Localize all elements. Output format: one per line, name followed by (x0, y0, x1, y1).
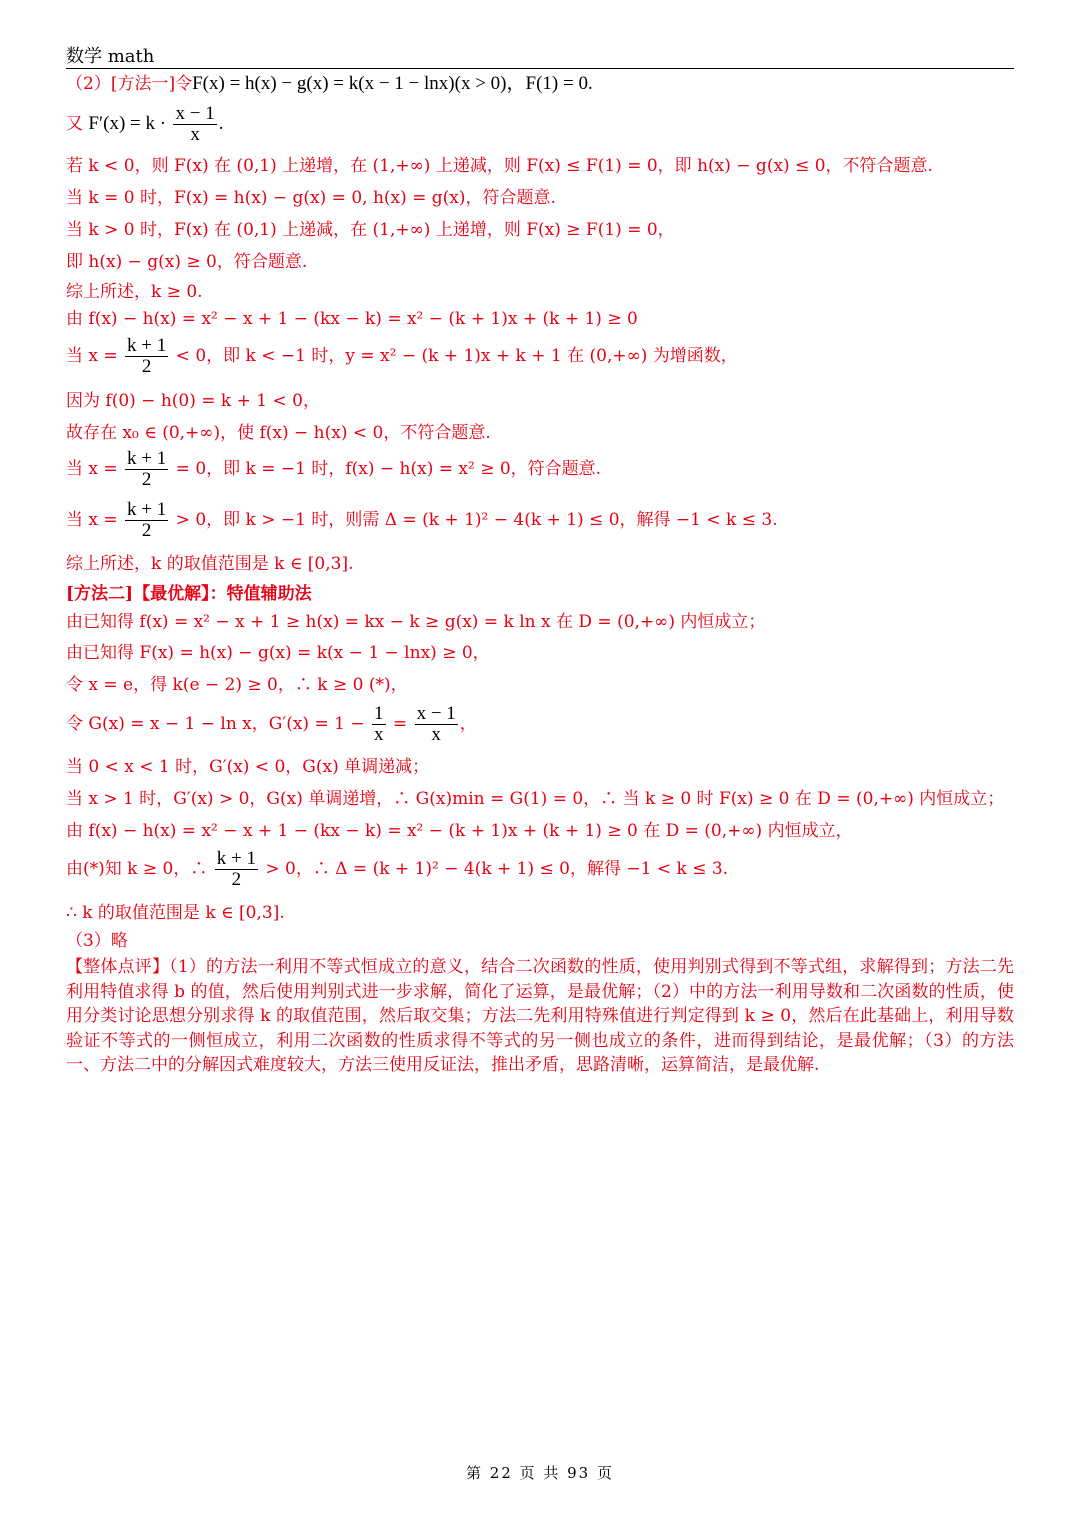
solution-line: 综上所述，k ≥ 0. (66, 282, 203, 302)
method-two-heading: [方法二]【最优解】：特值辅助法 (66, 584, 312, 604)
page-header (66, 40, 1014, 69)
solution-line: 综上所述，k 的取值范围是 k ∈ [0,3]. (66, 554, 354, 574)
solution-line: 当 x = $\frac{k + 1}{2}$ > 0，即 k > −1 时，则需 Δ = (k + 1)² − 4(k + 1) ≤ 0，解得 −1 < k ≤ 3. (66, 499, 778, 541)
solution-line: 当 x > 1 时，G′(x) > 0，G(x) 单调递增，∴ G(x)min = G(1) = 0，∴ 当 k ≥ 0 时 F(x) ≥ 0 在 D = (0,+∞) 内恒成立； (66, 789, 1005, 809)
solution-line: 当 k > 0 时，F(x) 在 (0,1) 上递减，在 (1,+∞) 上递增，则 F(x) ≥ F(1) = 0， (66, 220, 675, 240)
overall-comment: 【整体点评】（1）的方法一利用不等式恒成立的意义，结合二次函数的性质，使用判别式得到不等式组，求解得到；方法二先利用特值求得 b 的值，然后使用判别式进一步求解，简化了运算，是最优解；（2）中的方法一利用导数和二次函数的性质，使用分类讨论思想分别求得 k 的取值范围，然后取交集；方法二先利用特殊值进行判定得到 k ≥ 0，然后在此基础上，利用导数验证不等式的一侧恒成立，利用二次函数的性质求得不等式的另一侧也成立的条件，进而得到结论，是最优解；（3）的方法一、方法二中的分解因式难度较大，方法三使用反证法，推出矛盾，思路清晰，运算简洁，是最优解. (66, 957, 1014, 1075)
solution-line: 由 f(x) − h(x) = x² − x + 1 − (kx − k) = x² − (k + 1)x + (k + 1) ≥ 0 (66, 309, 638, 329)
solution-line: 即 h(x) − g(x) ≥ 0，符合题意. (66, 252, 308, 272)
solution-line: 当 x = $\frac{k + 1}{2}$ < 0，即 k < −1 时，y = x² − (k + 1)x + k + 1 在 (0,+∞) 为增函数， (66, 335, 738, 377)
part-three-line: （3）略 (66, 931, 128, 951)
solution-line: 由(*)知 k ≥ 0，∴ $\frac{k + 1}{2}$ > 0，∴ Δ = (k + 1)² − 4(k + 1) ≤ 0，解得 −1 < k ≤ 3. (66, 848, 729, 890)
solution-line: 令 x = e，得 k(e − 2) ≥ 0，∴ k ≥ 0 (*)， (66, 675, 408, 695)
solution-line: 由已知得 F(x) = h(x) − g(x) = k(x − 1 − lnx) ≥ 0， (66, 643, 490, 663)
fraction: $\frac{x - 1}{x}$ (175, 103, 215, 145)
solution-line: 由已知得 f(x) = x² − x + 1 ≥ h(x) = kx − k ≥ g(x) = k ln x 在 D = (0,+∞) 内恒成立； (66, 612, 766, 632)
solution-line: 若 k < 0，则 F(x) 在 (0,1) 上递增，在 (1,+∞) 上递减，则 F(x) ≤ F(1) = 0，即 h(x) − g(x) ≤ 0，不符合题意. (66, 156, 933, 176)
solution-line: （2）[方法一]令F(x) = h(x) − g(x) = k(x − 1 − lnx)(x > 0)，F(1) = 0. (66, 73, 593, 94)
subject-label: 数学 math (66, 46, 155, 67)
solution-line: 由 f(x) − h(x) = x² − x + 1 − (kx − k) = x² − (k + 1)x + (k + 1) ≥ 0 在 D = (0,+∞) 内恒成立， (66, 821, 853, 841)
solution-line: 当 k = 0 时，F(x) = h(x) − g(x) = 0, h(x) = g(x)，符合题意. (66, 188, 556, 208)
page-footer: 第 22 页 共 93 页 (465, 1464, 614, 1482)
solution-line: 因为 f(0) − h(0) = k + 1 < 0， (66, 391, 320, 411)
solution-line: ∴ k 的取值范围是 k ∈ [0,3]. (66, 903, 285, 923)
solution-line: 当 x = $\frac{k + 1}{2}$ = 0，即 k = −1 时，f(x) − h(x) = x² ≥ 0，符合题意. (66, 448, 602, 490)
solution-line: 又 F′(x) = k · $\frac{x - 1}{x}$ . (66, 103, 224, 145)
solution-line: 故存在 x₀ ∈ (0,+∞)，使 f(x) − h(x) < 0，不符合题意. (66, 423, 491, 443)
solution-line: 令 G(x) = x − 1 − ln x，G′(x) = 1 − $\frac{1}{x}$ = $\frac{x - 1}{x}$ ， (66, 703, 477, 745)
solution-line: 当 0 < x < 1 时，G′(x) < 0，G(x) 单调递减； (66, 757, 430, 777)
